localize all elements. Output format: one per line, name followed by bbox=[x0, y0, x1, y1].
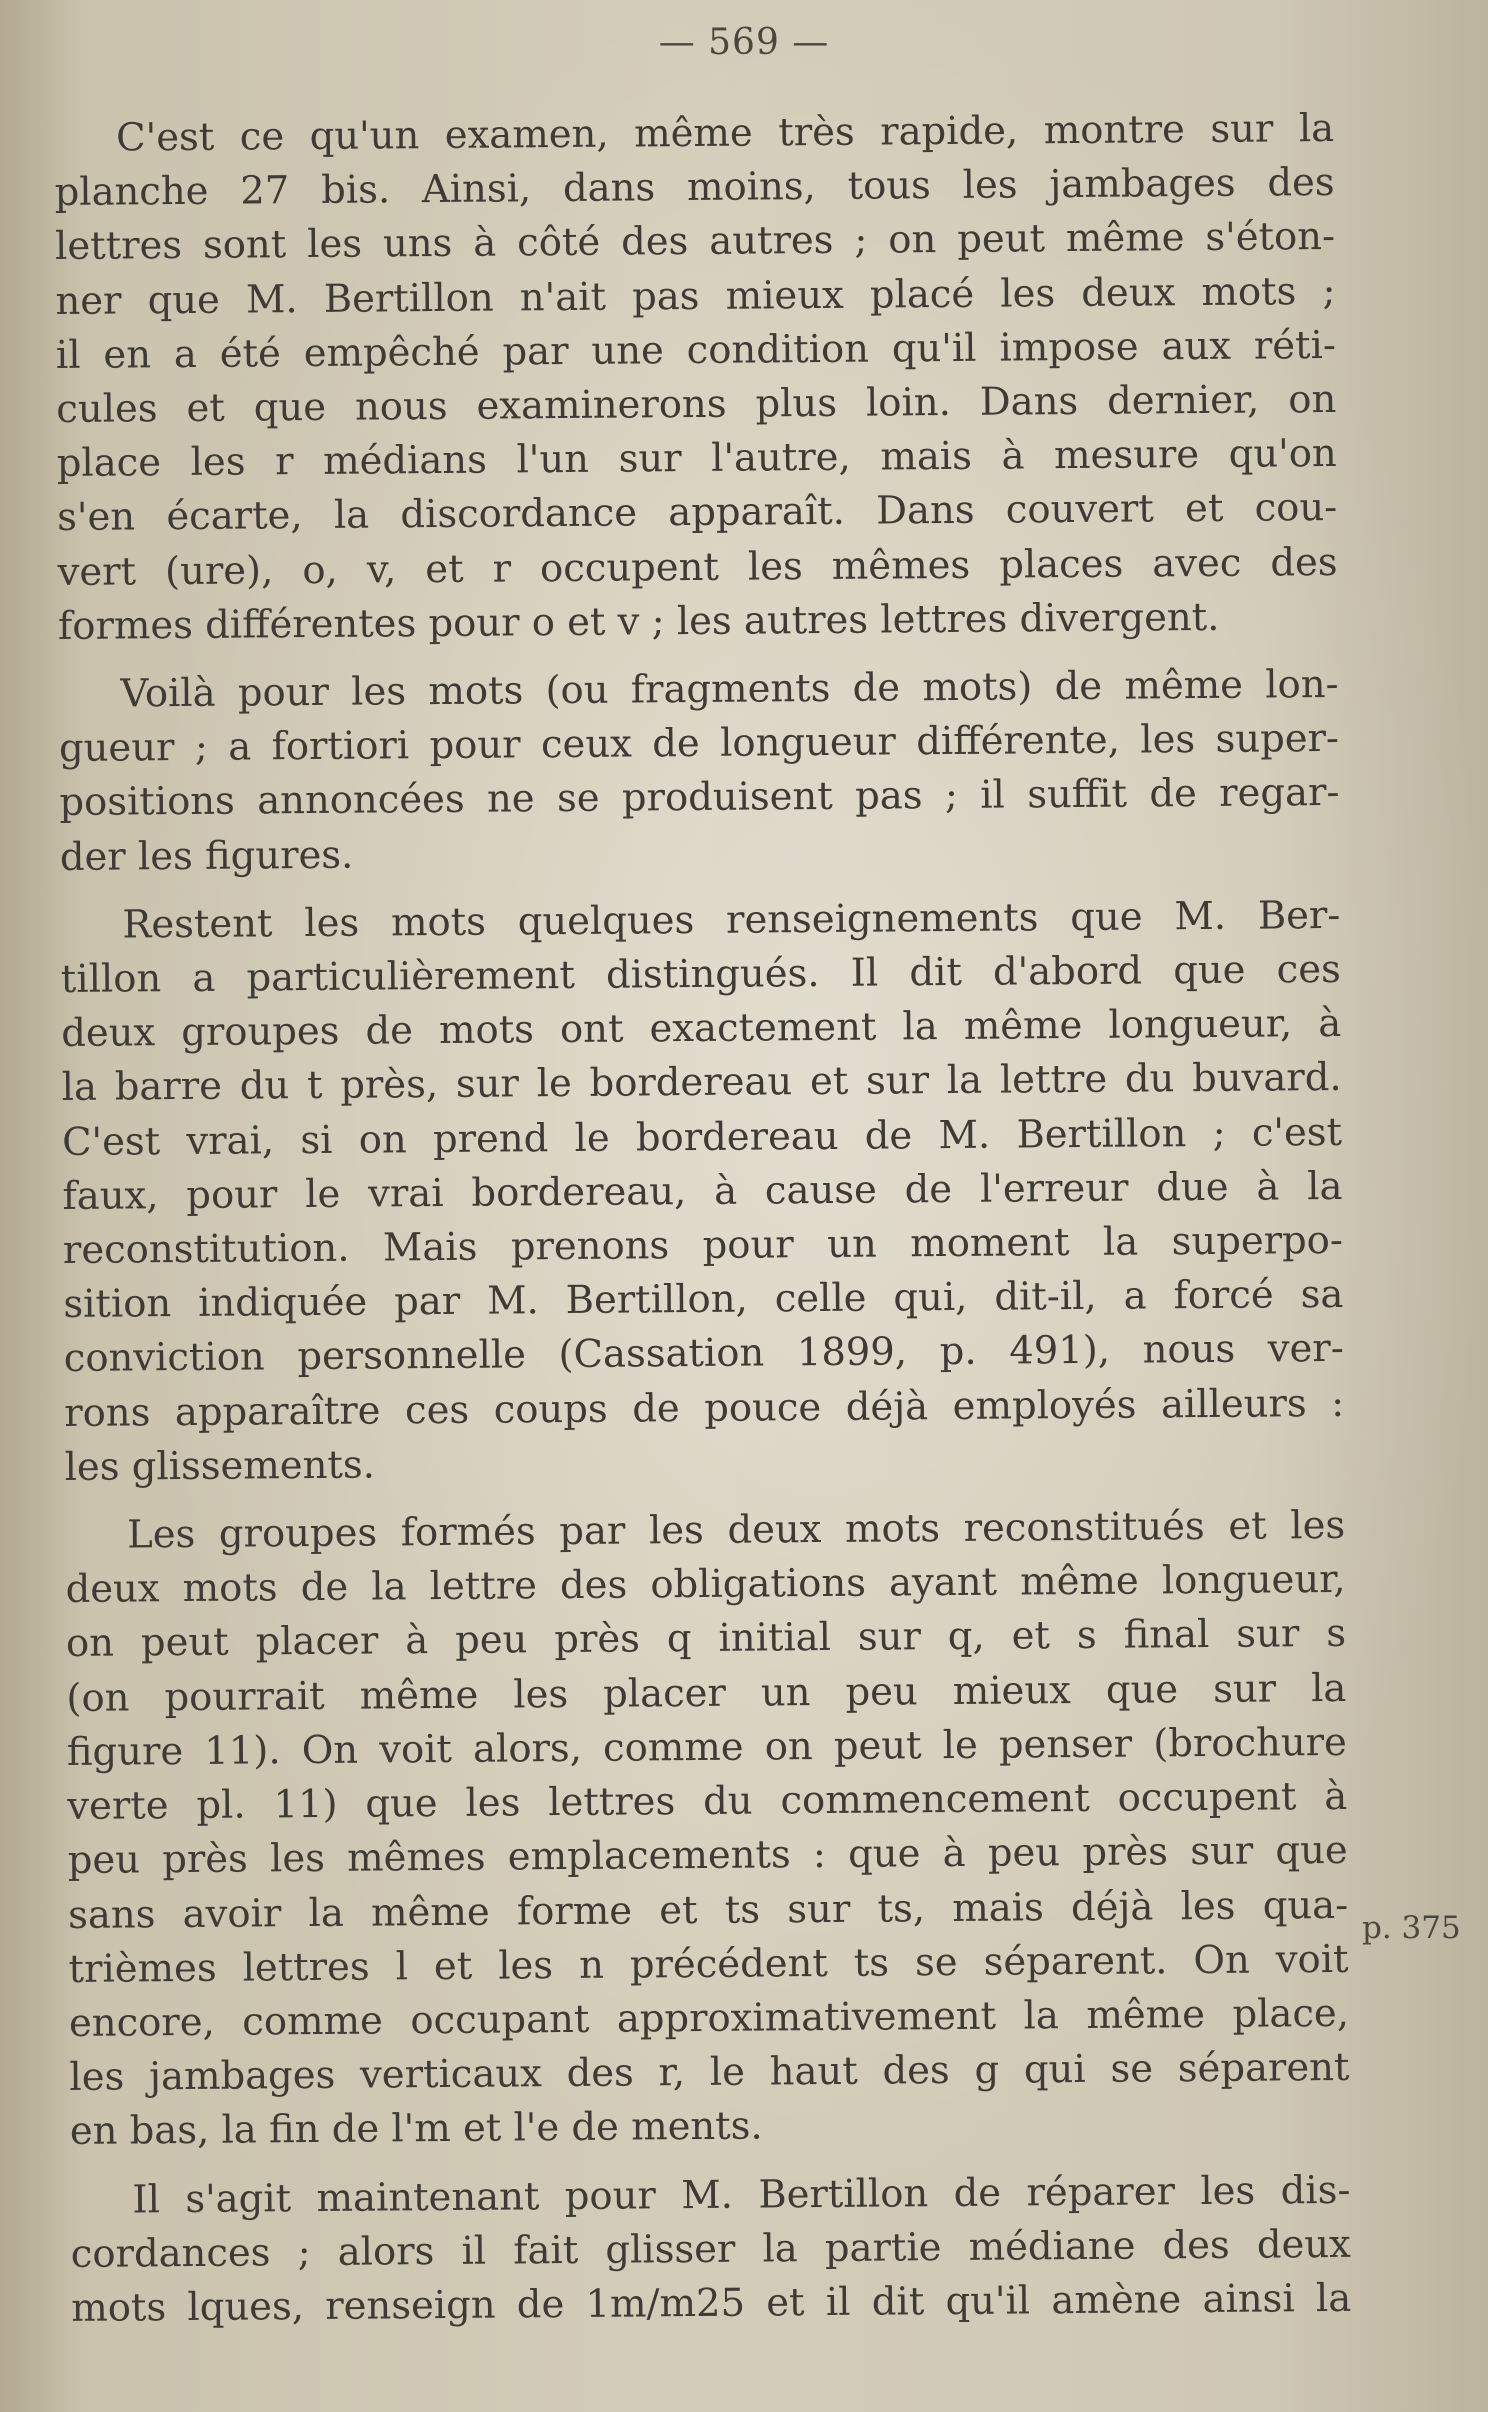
text-line: place les r médians l'un sur l'autre, mais à mesure qu'on bbox=[56, 431, 1337, 487]
text-line: C'est ce qu'un examen, même très rapide, montre sur la bbox=[116, 105, 1335, 161]
text-line: on peut placer à peu près q initial sur q, et s final sur s bbox=[65, 1611, 1347, 1667]
text-line: gueur ; a fortiori pour ceux de longueur différente, les super- bbox=[58, 716, 1340, 772]
text-line: sans avoir la même forme et ts sur ts, mais déjà les qua- bbox=[67, 1882, 1349, 1938]
text-line: Voilà pour les mots (ou fragments de mots) de même lon- bbox=[120, 661, 1339, 717]
text-line: sition indiquée par M. Bertillon, celle qui, dit-il, a forcé sa bbox=[63, 1272, 1344, 1328]
text-line: der les figures. bbox=[59, 832, 354, 880]
text-line: Les groupes formés par les deux mots reconstitués et les bbox=[127, 1502, 1346, 1558]
body-text bbox=[54, 102, 1352, 2350]
text-line: ner que M. Bertillon n'ait pas mieux placé les deux mots ; bbox=[55, 268, 1336, 324]
text-line: les jambages verticaux des r, le haut des g qui se séparent bbox=[69, 2044, 1350, 2101]
text-line: il en a été empêché par une condition qu'il impose aux réti- bbox=[55, 322, 1337, 378]
paragraph-4 bbox=[65, 1499, 1350, 2159]
text-line: deux groupes de mots ont exactement la même longueur, à bbox=[61, 1001, 1342, 1057]
text-line: vert (ure), o, v, et r occupent les mêmes places avec des bbox=[57, 539, 1338, 595]
text-line: rons apparaître ces coups de pouce déjà employés ailleurs : bbox=[64, 1380, 1345, 1436]
text-line: deux mots de la lettre des obligations ayant même longueur, bbox=[65, 1557, 1346, 1613]
paragraph-5 bbox=[70, 2163, 1351, 2336]
text-line: peu près les mêmes emplacements : que à peu près sur que bbox=[67, 1828, 1348, 1884]
text-line: verte pl. 11) que les lettres du commencement occupent à bbox=[67, 1773, 1348, 1830]
text-line: s'en écarte, la discordance apparaît. Dans couvert et cou- bbox=[57, 485, 1338, 541]
text-line: tillon a particulièrement distingués. Il dit d'abord que ces bbox=[60, 946, 1341, 1003]
paragraph-2 bbox=[58, 658, 1340, 885]
paragraph-1 bbox=[54, 102, 1338, 654]
text-line: figure 11). On voit alors, comme on peut le penser (brochure bbox=[66, 1719, 1348, 1775]
text-line: conviction personnelle (Cassation 1899, p. 491), nous ver- bbox=[63, 1326, 1344, 1382]
text-line: lettres sont les uns à côté des autres ; on peut même s'éton- bbox=[54, 214, 1336, 270]
page-number: — 569 — bbox=[658, 22, 830, 63]
text-line: en bas, la fin de l'm et l'e de ments. bbox=[69, 2103, 763, 2155]
text-line: reconstitution. Mais prenons pour un moment la superpo- bbox=[62, 1217, 1344, 1274]
text-line: la barre du t près, sur le bordereau et sur la lettre du buvard. bbox=[61, 1055, 1342, 1111]
text-line: formes différentes pour o et v ; les autres lettres divergent. bbox=[57, 594, 1220, 649]
text-line: mots lques, renseign de 1m/m25 et il dit qu'il amène ainsi la bbox=[71, 2275, 1352, 2331]
text-line: planche 27 bis. Ainsi, dans moins, tous les jambages des bbox=[54, 160, 1335, 216]
margin-reference: p. 375 bbox=[1362, 1910, 1461, 1946]
text-line: C'est vrai, si on prend le bordereau de M. Bertillon ; c'est bbox=[61, 1109, 1343, 1165]
text-line: Restent les mots quelques renseignements que M. Ber- bbox=[122, 892, 1341, 948]
text-line: faux, pour le vrai bordereau, à cause de l'erreur due à la bbox=[62, 1163, 1343, 1219]
text-line: cules et que nous examinerons plus loin. Dans dernier, on bbox=[56, 376, 1337, 433]
text-line: (on pourrait même les placer un peu mieux que sur la bbox=[66, 1665, 1347, 1721]
text-line: cordances ; alors il fait glisser la partie médiane des deux bbox=[70, 2221, 1351, 2277]
text-line: trièmes lettres l et les n précédent ts se séparent. On voit bbox=[68, 1936, 1349, 1992]
text-line: positions annoncées ne se produisent pas ; il suffit de regar- bbox=[59, 770, 1340, 826]
paragraph-3 bbox=[60, 889, 1345, 1495]
text-line: Il s'agit maintenant pour M. Bertillon de réparer les dis- bbox=[132, 2167, 1351, 2222]
text-line: encore, comme occupant approximativement la même place, bbox=[68, 1990, 1350, 2046]
text-line: les glissements. bbox=[64, 1442, 376, 1490]
